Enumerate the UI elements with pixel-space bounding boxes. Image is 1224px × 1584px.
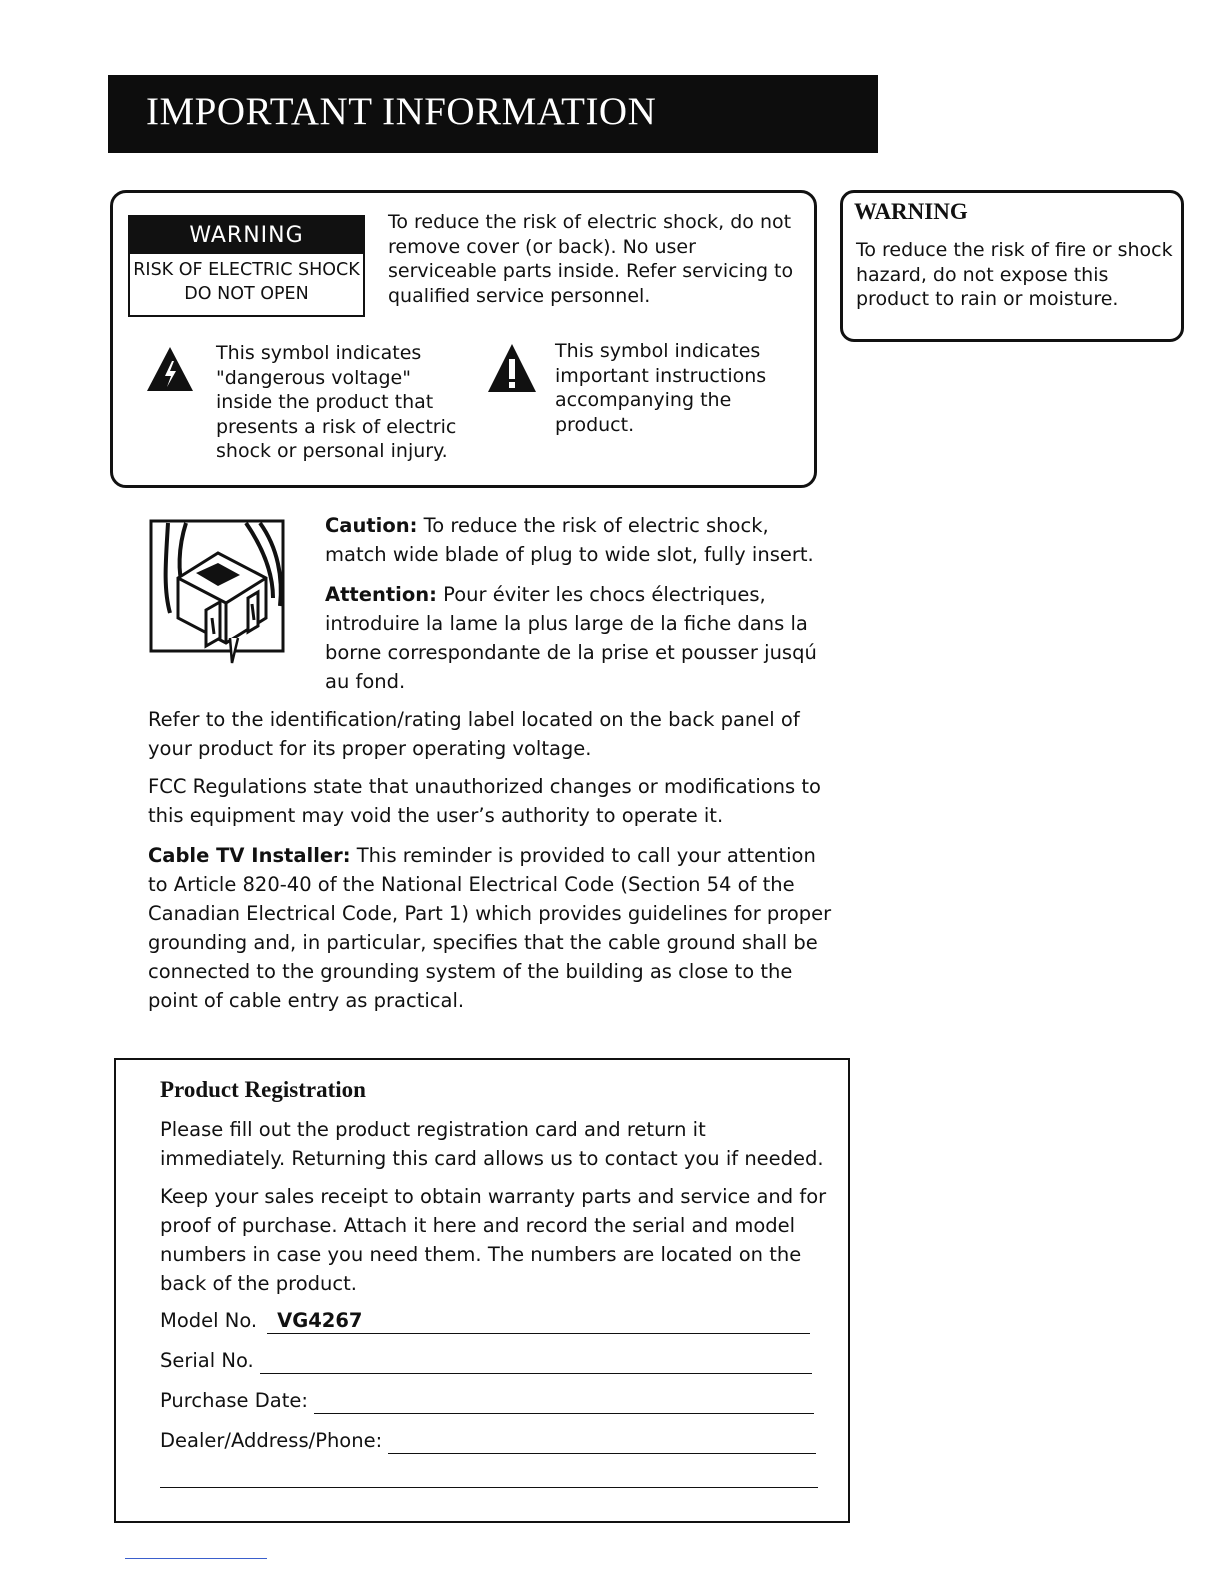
warning-label-line2: DO NOT OPEN (184, 284, 309, 304)
attention-label: Attention: (325, 583, 437, 606)
polarized-plug-illustration (148, 518, 298, 666)
footer-rule (125, 1558, 267, 1559)
side-warning-panel (840, 190, 1184, 342)
product-registration-panel (114, 1058, 850, 1523)
cable-installer-note (148, 841, 838, 1015)
purchase-date-field (160, 1388, 814, 1414)
side-warning-title: WARNING (854, 199, 968, 224)
dealer-extra-line (160, 1487, 818, 1488)
dealer-line (388, 1431, 816, 1454)
attention-note (325, 580, 835, 696)
model-number-field (160, 1308, 810, 1334)
dealer-label: Dealer/Address/Phone: (160, 1429, 383, 1452)
instructions-symbol-text: This symbol indicates important instructions accompanying the product. (555, 340, 767, 436)
warning-label-line1: RISK OF ELECTRIC SHOCK (133, 260, 360, 280)
page-title: IMPORTANT INFORMATION (108, 75, 878, 153)
caution-note (325, 511, 835, 569)
model-number-line (267, 1311, 810, 1334)
caution-label: Caution: (325, 514, 418, 537)
caution-text: To reduce the risk of electric shock, match wide blade of plug to wide slot, fully insert. (325, 514, 814, 566)
dangerous-voltage-icon (145, 345, 195, 393)
purchase-date-label: Purchase Date: (160, 1389, 308, 1412)
model-number-label: Model No. (160, 1309, 258, 1332)
serial-number-line (260, 1351, 812, 1374)
purchase-date-line (314, 1391, 814, 1414)
fcc-note: FCC Regulations state that unauthorized changes or modifications to this equipment may void the user’s authority to operate it. (148, 775, 821, 827)
serial-number-field (160, 1348, 812, 1374)
serial-number-label: Serial No. (160, 1349, 254, 1372)
model-number-value: VG4267 (277, 1309, 363, 1332)
important-instructions-icon (486, 342, 538, 394)
cable-installer-text: This reminder is provided to call your attention to Article 820-40 of the National Electrical Code (Section 54 of the Canadian Electrical Code, Part 1) which provides guidelines for proper grounding and, in particular, specifies that the cable ground shall be connected to the grounding system of the building as close to the point of cable entry as practical. (148, 844, 832, 1012)
registration-title: Product Registration (160, 1077, 366, 1102)
cable-installer-label: Cable TV Installer: (148, 844, 351, 867)
voltage-symbol-text: This symbol indicates "dangerous voltage" inside the product that presents a risk of electric shock or personal injury. (216, 342, 457, 462)
registration-para1: Please fill out the product registration card and return it immediately. Returning this card allows us to contact you if needed. (160, 1118, 824, 1170)
attention-text: Pour éviter les chocs électriques, introduire la lame la plus large de la fiche dans la borne correspondante de la prise et pousser jusqú au fond. (325, 583, 817, 693)
warning-label (128, 215, 365, 317)
warning-text: To reduce the risk of electric shock, do not remove cover (or back). No user serviceable parts inside. Refer servicing to qualified service personnel. (388, 211, 794, 307)
rating-label-note: Refer to the identification/rating label located on the back panel of your product for its proper operating voltage. (148, 708, 800, 760)
side-warning-text: To reduce the risk of fire or shock hazard, do not expose this product to rain or moisture. (856, 239, 1173, 310)
warning-label-heading: WARNING (130, 217, 363, 254)
registration-para2: Keep your sales receipt to obtain warranty parts and service and for proof of purchase. Attach it here and record the serial and model numbers in case you need them. The numbers are located on the back of the product. (160, 1185, 827, 1295)
dealer-field (160, 1428, 816, 1454)
